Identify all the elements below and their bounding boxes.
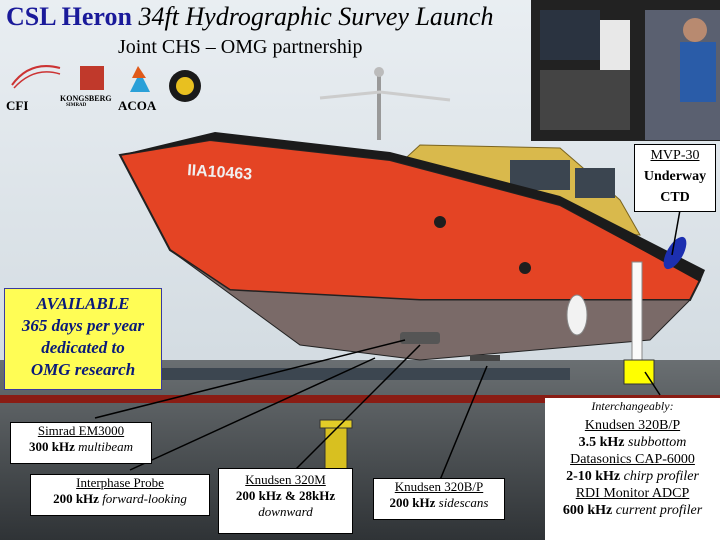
cfi-logo: CFI [6, 98, 29, 113]
acoa-logo: ACOA [118, 98, 157, 113]
hull-marking: IIA10463 [186, 162, 253, 184]
interchangeable-item-name: RDI Monitor ADCP [575, 486, 690, 501]
knudsen-320bp-sidescan-name: Knudsen 320B/P [394, 479, 484, 494]
simrad-logo-text: SIMRAD [66, 103, 87, 108]
simrad-callout [10, 422, 152, 464]
interchangeable-item-desc: subbottom [628, 435, 687, 450]
availability-line-2: 365 days per year [21, 316, 145, 335]
availability-line-1: AVAILABLE [36, 294, 130, 313]
interphase-freq: 200 kHz [53, 491, 99, 506]
availability-callout [4, 288, 162, 390]
interchangeable-callout [545, 398, 720, 540]
knudsen-320bp-sidescan-freq: 200 kHz [389, 495, 436, 510]
knudsen-320m-name: Knudsen 320M [245, 472, 326, 487]
vessel-description: 34ft Hydrographic Survey Launch [138, 2, 494, 31]
interphase-desc: forward-looking [102, 491, 187, 506]
availability-line-4: OMG research [30, 360, 136, 379]
simrad-freq: 300 kHz [28, 439, 75, 454]
interchangeable-item-name: Datasonics CAP-6000 [570, 452, 695, 467]
interchangeable-heading: Interchangeably: [591, 399, 674, 413]
vessel-name: CSL Heron [6, 2, 132, 31]
interchangeable-item [545, 485, 720, 519]
mvp-line-3: CTD [660, 190, 690, 205]
knudsen-320bp-sidescan-desc: sidescans [438, 495, 489, 510]
interchangeable-item-freq: 2-10 kHz [566, 469, 621, 484]
simrad-desc: multibeam [78, 439, 133, 454]
interchangeable-item-freq: 600 kHz [562, 503, 613, 518]
interchangeable-item-desc: chirp profiler [623, 469, 699, 484]
knudsen-320m-freq: 200 kHz & 28kHz [235, 488, 336, 503]
interchangeable-item [545, 417, 720, 451]
mvp-name: MVP-30 [650, 148, 700, 163]
knudsen-320bp-sidescan-callout [373, 478, 505, 520]
page-subtitle: Joint CHS – OMG partnership [118, 36, 363, 58]
interchangeable-item-desc: current profiler [615, 503, 703, 518]
simrad-name: Simrad EM3000 [37, 423, 125, 438]
kongsberg-logo: KONGSBERG [60, 94, 112, 103]
interchangeable-item-freq: 3.5 kHz [578, 435, 625, 450]
interchangeable-item-name: Knudsen 320B/P [584, 418, 681, 433]
mvp-line-2: Underway [643, 169, 707, 184]
mvp-callout [634, 144, 716, 212]
availability-line-3: dedicated to [41, 338, 125, 357]
interphase-callout [30, 474, 210, 516]
page-title [6, 2, 493, 32]
interchangeable-item [545, 451, 720, 485]
knudsen-320m-callout [218, 468, 353, 534]
knudsen-320m-desc: downward [258, 504, 313, 519]
interphase-name: Interphase Probe [76, 475, 164, 490]
